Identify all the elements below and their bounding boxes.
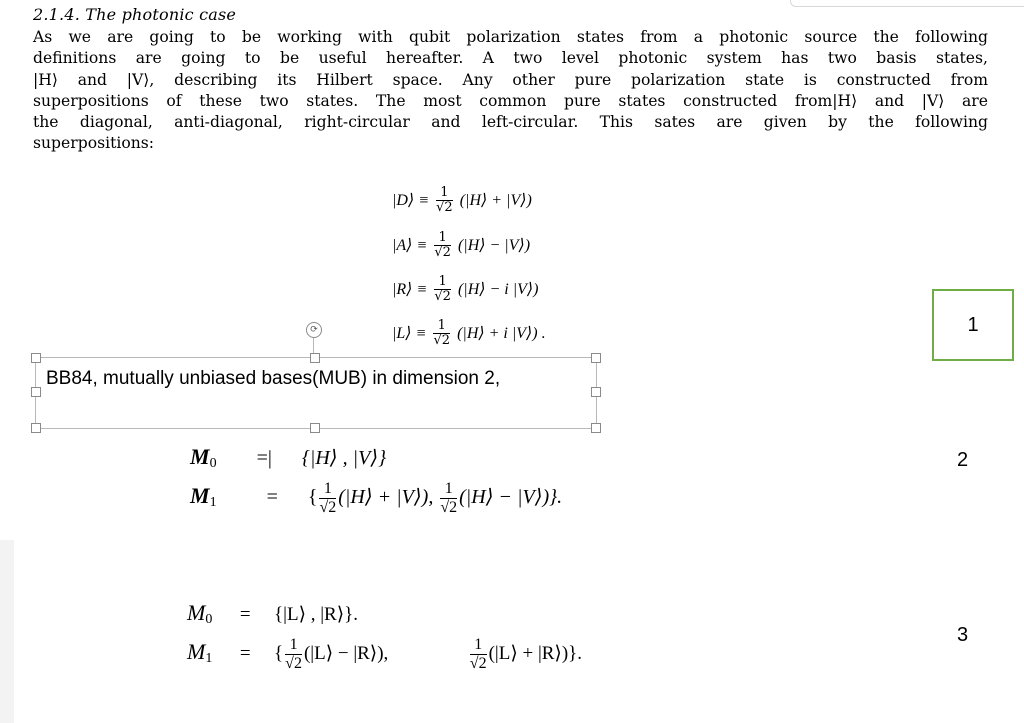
paragraph-line: the diagonal, anti-diagonal, right-circular and left-circular. This sates are given by the following	[33, 113, 988, 132]
m1-symbol: M	[187, 638, 206, 664]
mub1-m0-row	[190, 444, 386, 472]
mub2-m1-row	[187, 636, 582, 673]
fraction: $\frac{1}{√2}$	[285, 636, 302, 672]
equation-rhs: (|H⟩ − |V⟩)	[457, 237, 531, 254]
resize-handle-bottom[interactable]	[310, 423, 320, 433]
resize-handle-bottom-left[interactable]	[31, 423, 41, 433]
resize-handle-top-left[interactable]	[31, 353, 41, 363]
rotate-handle-icon[interactable]: ⟳	[306, 322, 322, 338]
resize-handle-top-right[interactable]	[591, 353, 601, 363]
paragraph-line: superpositions of these two states. The most common pure states constructed from|H⟩ and |V⟩ are	[33, 91, 988, 110]
paragraph-line: superpositions:	[33, 134, 155, 153]
label-three: 3	[957, 624, 969, 646]
m1-open-brace: {	[307, 486, 318, 509]
m0-symbol: M	[190, 444, 210, 469]
paragraph-line: definitions are going to be useful hereafter. A two level photonic system has two basis states,	[33, 49, 988, 68]
m1-subscript: 1	[205, 650, 213, 666]
equation-lhs: |L⟩ ≡	[392, 325, 427, 342]
paragraph-line: As we are going to be working with qubit polarization states from a photonic source the following	[33, 28, 988, 46]
m1-open-brace: {	[274, 642, 284, 664]
equation-a	[392, 231, 530, 260]
equation-lhs: |A⟩ ≡	[392, 237, 428, 254]
fraction: $\frac{1}{√2}$	[434, 274, 451, 304]
equation-rhs: (|H⟩ + |V⟩)	[459, 192, 532, 209]
m0-set: {|L⟩ , |R⟩}.	[274, 604, 358, 625]
mub2-m0-row	[187, 600, 358, 628]
fraction: $\frac{1}{√2}$	[436, 185, 453, 215]
label-two: 2	[957, 449, 969, 471]
m0-relation: =|	[256, 447, 272, 469]
section-heading: 2.1.4. The photonic case	[33, 5, 237, 24]
m0-set: {|H⟩ , |V⟩}	[301, 447, 387, 469]
resize-handle-bottom-right[interactable]	[591, 423, 601, 433]
m1-relation: =	[239, 642, 251, 664]
fraction: $\frac{1}{√2}$	[434, 230, 451, 260]
equation-lhs: |R⟩ ≡	[392, 281, 428, 298]
paragraph-line: |H⟩ and |V⟩, describing its Hilbert space. Any other pure polarization state is constructed from	[33, 70, 988, 89]
equation-r	[392, 275, 538, 304]
m0-symbol: M	[187, 600, 206, 625]
textbox-text[interactable]: BB84, mutually unbiased bases(MUB) in dimension 2,	[46, 368, 501, 389]
equation-lhs: |D⟩ ≡	[392, 192, 429, 209]
m0-subscript: 0	[205, 612, 213, 627]
equation-rhs: (|H⟩ − i |V⟩)	[457, 281, 539, 298]
section-paragraph	[33, 27, 988, 155]
resize-handle-left[interactable]	[31, 387, 41, 397]
m1-subscript: 1	[209, 495, 217, 511]
m1-relation: =	[266, 486, 278, 509]
mub1-m1-row	[190, 480, 562, 517]
fraction: $\frac{1}{√2}$	[433, 318, 450, 348]
equation-d	[392, 186, 532, 215]
m1-part2: (|H⟩ − |V⟩)}.	[459, 486, 563, 509]
left-margin-strip	[0, 540, 14, 723]
resize-handle-top[interactable]	[310, 353, 320, 363]
m1-symbol: M	[190, 483, 210, 509]
m1-part1: (|H⟩ + |V⟩),	[338, 486, 434, 509]
fraction: $\frac{1}{√2}$	[440, 480, 458, 516]
label-box-one: 1	[932, 289, 1014, 361]
m0-subscript: 0	[209, 456, 217, 471]
m1-part1: (|L⟩ − |R⟩),	[303, 642, 389, 664]
m0-relation: =	[239, 604, 251, 625]
fraction: $\frac{1}{√2}$	[469, 636, 487, 672]
resize-handle-right[interactable]	[591, 387, 601, 397]
m1-part2: (|L⟩ + |R⟩)}.	[488, 642, 583, 664]
page-edge	[790, 0, 1024, 7]
equation-l	[392, 319, 546, 348]
fraction: $\frac{1}{√2}$	[319, 480, 337, 516]
equation-rhs: (|H⟩ + i |V⟩) .	[457, 325, 546, 342]
